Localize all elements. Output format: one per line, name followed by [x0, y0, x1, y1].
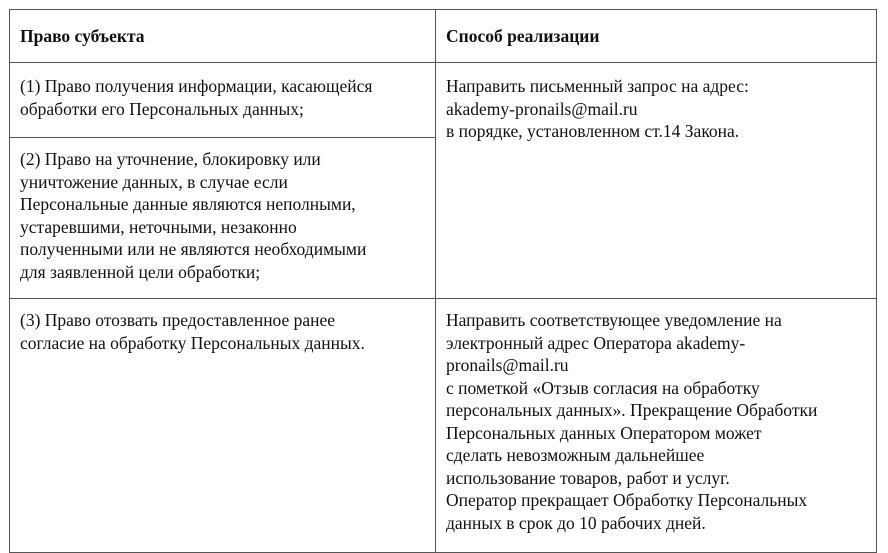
cell-right-1 — [10, 63, 436, 138]
right-2-text: (2) Право на уточнение, блокировку или уничтожение данных, в случае если Персональные данные являются неполными, устаревшими, неточными, незаконно полученными или не являются необходимыми для заявленной цели обработки; — [20, 149, 367, 282]
right-1-text: (1) Право получения информации, касающейся обработки его Персональных данных; — [20, 76, 373, 119]
header-method: Способ реализации — [436, 10, 877, 63]
cell-method-1 — [436, 63, 877, 299]
right-3-text: (3) Право отозвать предоставленное ранее согласие на обработку Персональных данных. — [20, 310, 365, 353]
table-row — [10, 63, 877, 138]
cell-right-2 — [10, 138, 436, 299]
cell-method-2 — [436, 299, 877, 553]
table-row — [10, 299, 877, 553]
method-1-text: Направить письменный запрос на адрес: akademy-pronails@mail.ru в порядке, установленном ст.14 Закона. — [446, 76, 749, 141]
cell-right-3 — [10, 299, 436, 553]
method-2-text: Направить соответствующее уведомление на электронный адрес Оператора akademy- pronails@mail.ru с пометкой «Отзыв согласия на обработку персональных данных». Прекращение Обработки Персональных данных Оператором может сделать невозможным дальнейшее использование товаров, работ и услуг. Оператор прекращает Обработку Персональных данных в срок до 10 рабочих дней. — [446, 310, 818, 533]
table-header-row — [10, 10, 877, 63]
header-right: Право субъекта — [10, 10, 436, 63]
rights-table — [9, 9, 877, 553]
